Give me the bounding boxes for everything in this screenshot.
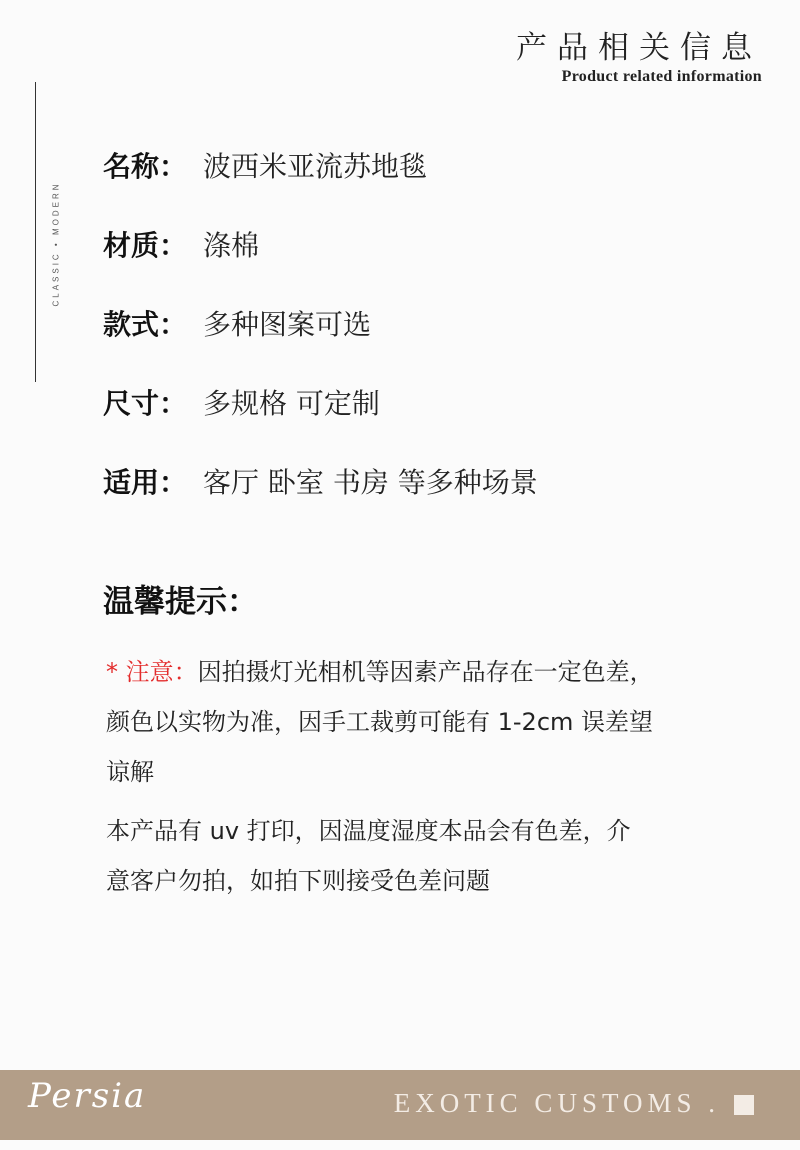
spec-value: 多规格 可定制 — [203, 387, 380, 420]
spec-value: 涤棉 — [203, 229, 260, 262]
spec-label: 款式 — [103, 308, 160, 341]
page-subtitle: Product related information — [561, 68, 762, 85]
spec-colon: ： — [159, 466, 188, 499]
spec-row-size — [103, 382, 538, 461]
spec-label: 适用 — [103, 466, 160, 499]
note-paragraph — [106, 647, 756, 797]
spec-value: 客厅 卧室 书房 等多种场景 — [203, 466, 538, 499]
spec-row-usage — [103, 461, 538, 540]
spec-list — [103, 145, 538, 540]
note-line — [106, 647, 756, 697]
spec-value: 多种图案可选 — [203, 308, 372, 341]
uv-line: 本产品有 uv 打印，因温度湿度本品会有色差，介 — [106, 817, 631, 845]
spec-colon: ： — [159, 150, 188, 183]
footer-banner — [0, 1070, 800, 1140]
note-text: 因拍摄灯光相机等因素产品存在一定色差， — [197, 658, 654, 686]
spec-row-material — [103, 224, 538, 303]
square-icon — [734, 1095, 754, 1115]
spec-label: 尺寸 — [103, 387, 160, 420]
spec-row-style — [103, 303, 538, 382]
brand-logo: Persia — [28, 1076, 147, 1116]
side-label: CLASSIC • MODERN — [51, 181, 61, 307]
spec-colon: ： — [159, 229, 188, 262]
note-prefix: * 注意： — [106, 658, 198, 686]
uv-line: 意客户勿拍，如拍下则接受色差问题 — [106, 867, 490, 895]
spec-colon: ： — [159, 308, 188, 341]
page-title: 产品相关信息 — [516, 30, 762, 66]
footer-slogan: EXOTIC CUSTOMS . — [393, 1088, 720, 1118]
spec-colon: ： — [159, 387, 188, 420]
spec-value: 波西米亚流苏地毯 — [203, 150, 428, 183]
uv-paragraph — [106, 806, 756, 906]
tips-heading: 温馨提示： — [103, 584, 258, 620]
spec-label: 名称 — [103, 150, 160, 183]
spec-row-name — [103, 145, 538, 224]
note-line: 谅解 — [106, 758, 154, 786]
vertical-divider — [35, 82, 36, 382]
note-line: 颜色以实物为准，因手工裁剪可能有 1-2cm 误差望 — [106, 708, 654, 736]
spec-label: 材质 — [103, 229, 160, 262]
